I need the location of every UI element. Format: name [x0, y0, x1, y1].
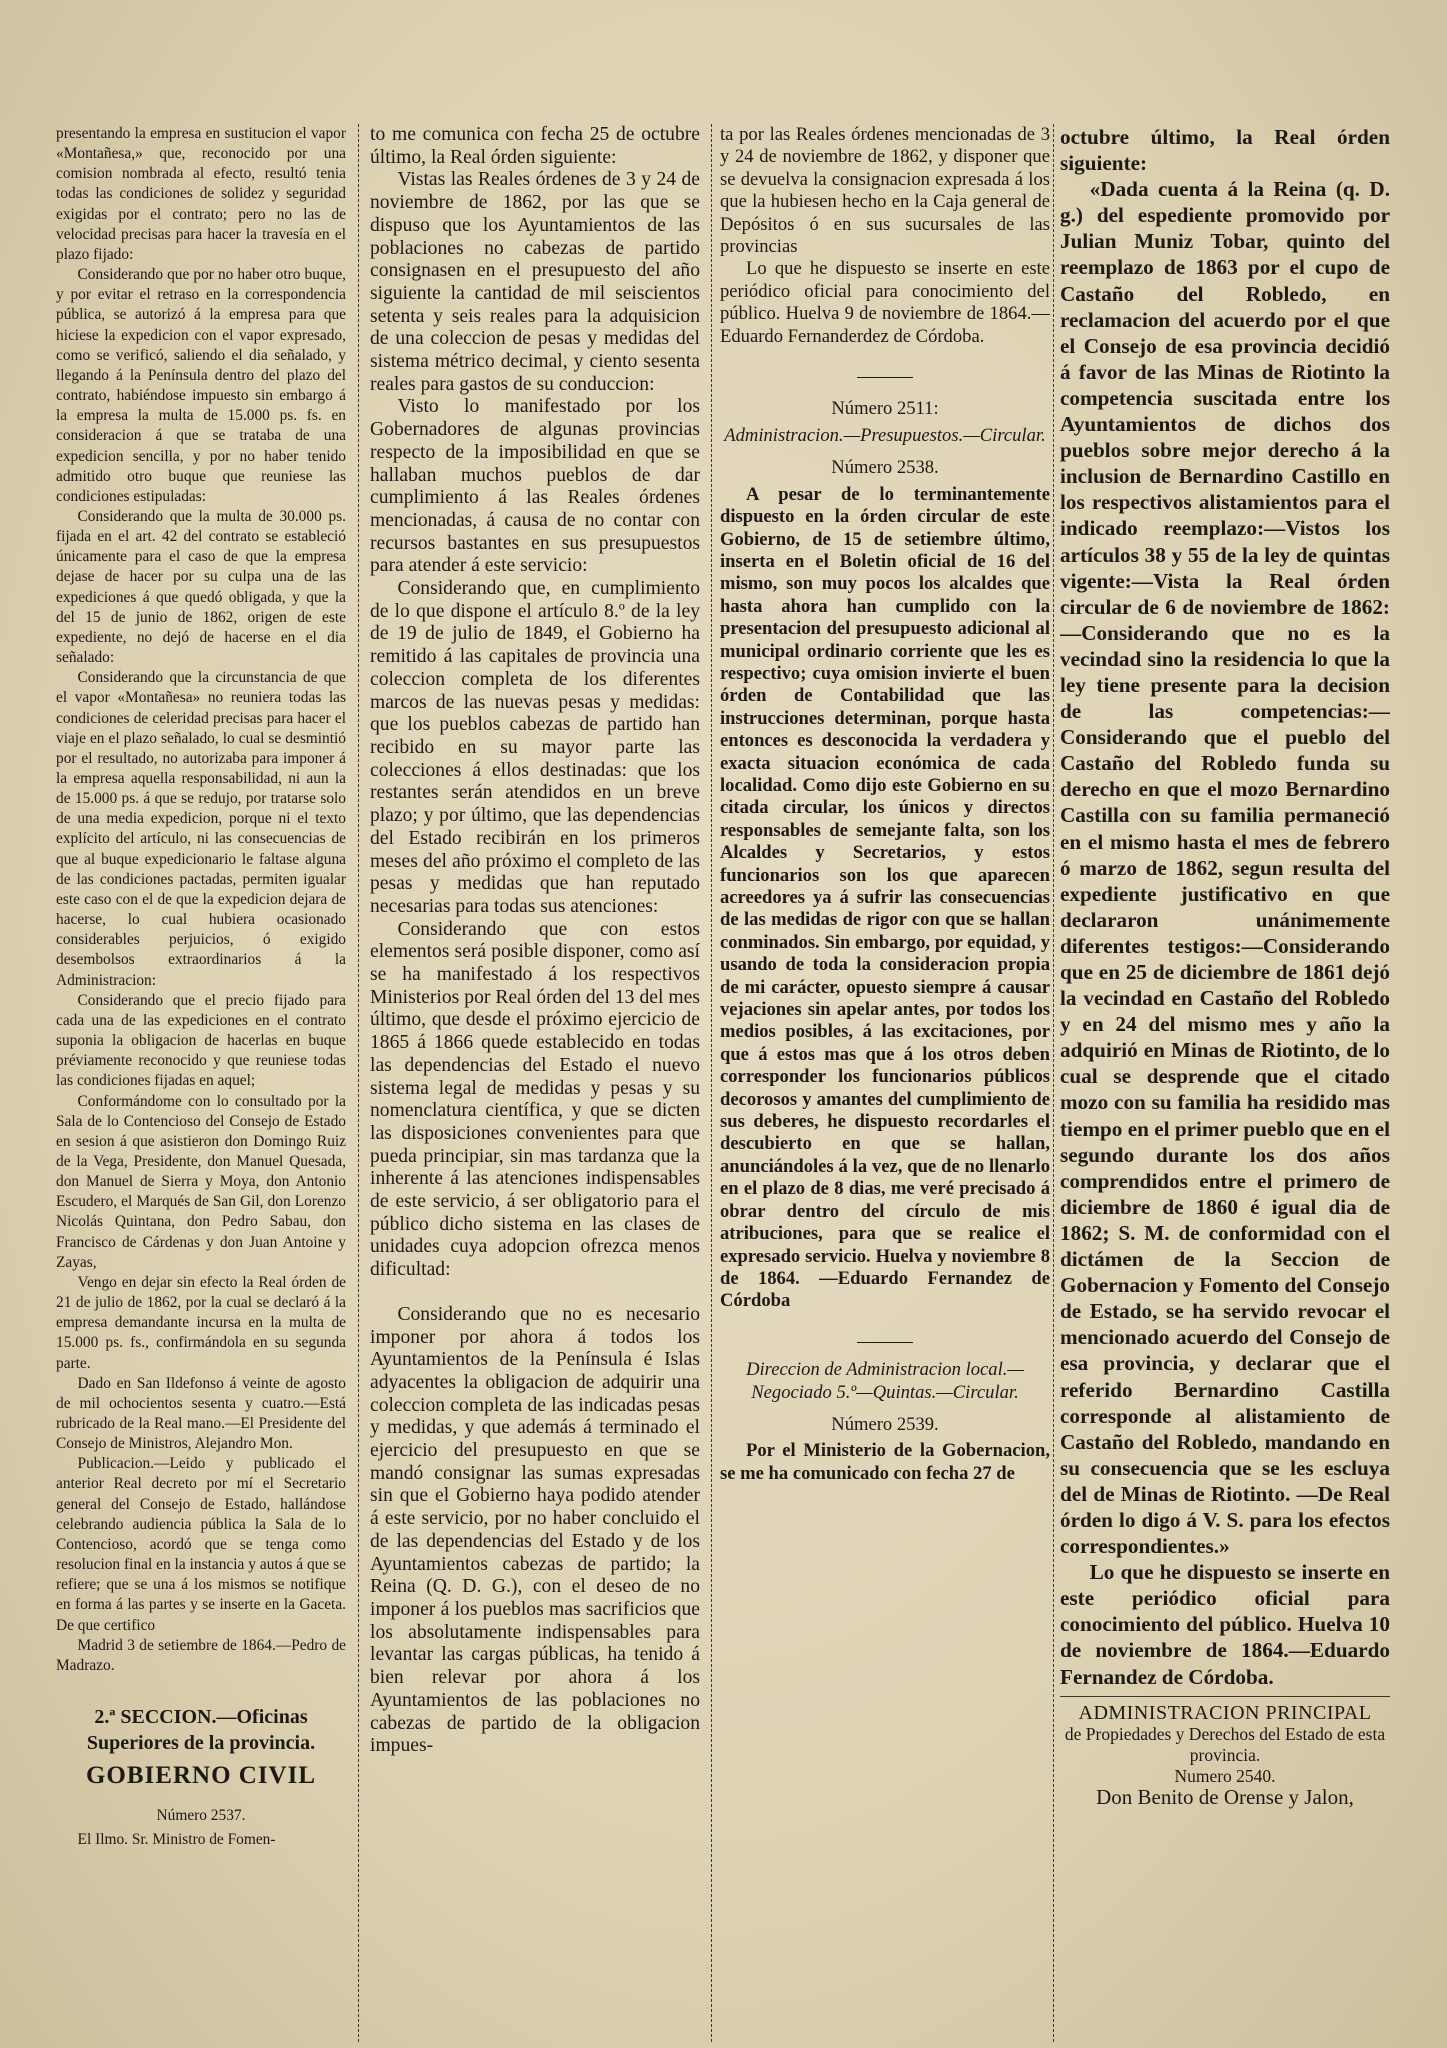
- paragraph: Visto lo manifestado por los Gobernadores de algunas provincias respecto de la imposibilidad en que se hallaban muchos pueblos de dar cumplimiento á las Reales órdenes mencionadas, á causa de no contar con recursos bastantes en sus presupuestos para atender á este servicio:: [370, 396, 700, 577]
- paragraph: to me comunica con fecha 25 de octubre último, la Real órden siguiente:: [370, 124, 700, 168]
- paragraph: Madrid 3 de setiembre de 1864.—Pedro de Madrazo.: [56, 1636, 346, 1674]
- paragraph: Considerando que no es necesario imponer por ahora á todos los Ayuntamientos de la Península é Islas adyacentes la obligacion de adquirir una coleccion completa de las indicadas pesas y medidas, y que además á terminado el ejercicio del presupuesto en que se mandó consignar las sumas expresadas sin que el Gobierno haya podido atender á este servicio, por no haber concluido el de las dependencias del Estado y de los Ayuntamientos cabezas de partido; la Reina (Q. D. G.), con el deseo de no imponer á los pueblos mas sacrificios que los absolutamente indispensables para levantar las cargas públicas, ha tenido á bien relevar por ahora á los Ayuntamientos de las poblaciones no cabezas de partido de la obligacion impues-: [370, 1303, 700, 1757]
- paragraph: Vengo en dejar sin efecto la Real órden de 21 de julio de 1862, por la cual se declaró á la empresa demandante incursa en la multa de 15.000 ps. fs., confirmándola en su segunda parte.: [56, 1273, 346, 1372]
- paragraph: Publicacion.—Leido y publicado el anterior Real decreto por mí el Secretario general del Consejo de Estado, hallándose celebrando audiencia pública la Sala de lo Contencioso, acordó que se tenga como resolucion final en la instancia y autos á que se refiere; que se una á los mismos se notifique en forma á las partes y se inserte en la Gaceta. De que certifico: [56, 1455, 346, 1634]
- paragraph: Lo que he dispuesto se inserte en este periódico oficial para conocimiento del público. Huelva 9 de noviembre de 1864.—Eduardo Fernanderdez de Córdoba.: [720, 258, 1050, 347]
- item-heading: Direccion de Administracion local.—Negociado 5.º—Quintas.—Circular.: [746, 1359, 1024, 1403]
- paragraph: Conformándome con lo consultado por la Sala de lo Contencioso del Consejo de Estado en sesion á que asistieron don Domingo Ruiz de la Vega, Presidente, don Manuel Quesada, don Manuel de Sierra y Moya, don Antonio Escudero, el Marqués de San Gil, don Lorenzo Nicolás Quintana, don Pedro Sabau, don Francisco de Cárdenas y don Juan Antoine y Zayas,: [56, 1092, 346, 1271]
- paragraph: Considerando que por no haber otro buque, y por evitar el retraso en la correspondencia pública, se autorizó á la empresa para que hiciese la expedicion con el vapor expresado, como se verificó, saliendo el dia señalado, y llegando á la Península dentro del plazo del contrato, habiéndose impuesto sin embargo á la empresa la multa de 15.000 ps. fs. en consideracion á que se trataba de una expedicion sencilla, y por no haber tenido admitido otro buque que reuniese las condiciones estipuladas:: [56, 266, 346, 505]
- paragraph: Dado en San Ildefonso á veinte de agosto de mil ochocientos sesenta y cuatro.—Está rubricado de la Real mano.—El Presidente del Consejo de Ministros, Alejandro Mon.: [56, 1374, 346, 1453]
- paragraph: A pesar de lo terminantemente dispuesto en la órden circular de este Gobierno, de 15 de setiembre último, inserta en el Boletin oficial de 16 del mismo, son muy pocos los alcaldes que hasta ahora han cumplido con la presentacion del presupuesto adicional al municipal ordinario corriente que les es respectivo; cuya omision invierte el buen órden de Contabilidad que las instrucciones determinan, porque hasta entonces es desconocida la verdadera y exacta situacion económica de cada localidad. Como dijo este Gobierno en su citada circular, los únicos y directos responsables de semejante falta, son los Alcaldes y Secretarios, y estos funcionarios son los que aparecen acreedores ya á sufrir las consecuencias de las medidas de rigor con que se hallan conminados. Sin embargo, por equidad, y usando de toda la consideracion propia de mi carácter, opuesto siempre á causar vejaciones sin apelar antes, por todos los medios posibles, á las excitaciones, por que á estos mas que á los otros deben corresponder los funcionarios públicos decorosos y amantes del cumplimiento de sus deberes, he dispuesto recordarles el descubierto en que se hallan, anunciándoles á la vez, que de no llenarlo en el plazo de 8 dias, me veré precisado á obrar dentro del círculo de mis atribuciones, para que se realice el expresado servicio. Huelva y noviembre 8 de 1864. —Eduardo Fernandez de Córdoba: [720, 483, 1050, 1312]
- paragraph: Considerando que la circunstancia de que el vapor «Montañesa» no reuniera todas las condiciones de celeridad precisas para hacer el viaje en el plazo señalado, lo cual se desmintió por el resultado, no autorizaba para imponer á la empresa aquella responsabilidad, ni aun la de 15.000 ps. á que se redujo, por tratarse solo de una media expedicion, porque ni el texto explícito del artículo, ni las consecuencias de que al buque expedicionario le faltase alguna de las condiciones pactadas, permiten igualar este caso con el de que la expedicion dejara de hacerse, lo cual hubiera ocasionado considerables perjuicios, ó exigido desembolsos extraordinarios á la Administracion:: [56, 669, 346, 989]
- administracion-title: ADMINISTRACION PRINCIPAL: [1078, 1701, 1372, 1724]
- paragraph: Lo que he dispuesto se inserte en este periódico oficial para conocimiento del público. Huelva 10 de noviembre de 1864.—Eduardo Fernandez de Córdoba.: [1060, 1560, 1390, 1689]
- column-2: [370, 124, 700, 2042]
- paragraph: ta por las Reales órdenes mencionadas de 3 y 24 de noviembre de 1862, y disponer que se devuelva la consignacion expresada á los que la hubiesen hecho en la Caja general de Depósitos ó en sus sucursales de las provincias: [720, 124, 1050, 258]
- item-number: Número 2511:: [831, 398, 939, 420]
- section-heading: 2.ª SECCION.—Oficinas Superiores de la provincia.: [86, 1706, 316, 1755]
- paragraph: «Dada cuenta á la Reina (q. D. g.) del espediente promovido por Julian Muniz Tobar, quinto del reemplazo de 1863 por el cupo de Castaño del Robledo, en reclamacion del acuerdo por el que el Consejo de esa provincia decidió á favor de las Minas de Riotinto la competencia suscitada entre los Ayuntamientos de dichos dos pueblos sobre mejor derecho á la inclusion de Bernardino Castillo en los respectivos alistamientos para el indicado reemplazo:—Vistos los artículos 38 y 55 de la ley de quintas vigente:—Vista la Real órden circular de 6 de noviembre de 1862:—Considerando que no es la vecindad sino la residencia lo que la ley tiene presente para la decision de las competencias:—Considerando que el pueblo del Castaño del Robledo funda su derecho en que el mozo Bernardino Castilla con su familia permaneció en el mismo hasta el mes de febrero ó marzo de 1862, segun resulta del expediente justificativo en que declararon unánimemente diferentes testigos:—Considerando que en 25 de diciembre de 1861 dejó la vecindad en Castaño del Robledo y en 24 del mismo mes y año la adquirió en Minas de Riotinto, de lo cual se desprende que el citado mozo con su familia ha residido mas tiempo en el primer pueblo que en el segundo durante los dos años comprendidos entre el primero de diciembre de 1860 é igual dia de 1862; S. M. de conformidad con el dictámen de la Seccion de Gobernacion y Fomento del Consejo de Estado, se ha servido revocar el mencionado acuerdo del Consejo de esa provincia, y declarar que el referido Bernardino Castilla corresponde al alistamiento de Castaño del Robledo, mandando en su consecuencia que se les escluya del de Minas de Riotinto. —De Real órden lo digo á V. S. para los efectos correspondientes.»: [1060, 177, 1390, 1559]
- paragraph: El Ilmo. Sr. Ministro de Fomen-: [77, 1831, 276, 1849]
- separator-dash: ———: [857, 1330, 913, 1352]
- paragraph: presentando la empresa en sustitucion el vapor «Montañesa,» que, reconocido por una comision nombrada al efecto, resultó tenia todas las condiciones de solidez y seguridad exigidas por el contrato; pero no las de velocidad precisas para hacer la travesía en el plazo fijado:: [56, 125, 346, 263]
- column-divider: [711, 124, 712, 2042]
- separator-dash: ———: [857, 366, 913, 388]
- paragraph: Don Benito de Orense y Jalon,: [1096, 1784, 1354, 1809]
- paragraph: octubre último, la Real órden siguiente:: [1060, 125, 1390, 176]
- administracion-heading: [1060, 1696, 1390, 1808]
- administracion-subtitle: de Propiedades y Derechos del Estado de esta provincia.: [1064, 1723, 1386, 1765]
- item-number: Número 2538.: [831, 457, 939, 479]
- paragraph: Considerando que la multa de 30.000 ps. fijada en el art. 42 del contrato se estableció únicamente para el caso de que la empresa dejase de hacer por su culpa una de las expediciones á que quedó obligada, y que la del 15 de junio de 1862, origen de este expediente, no dejó de hacerse en el dia señalado:: [56, 507, 346, 667]
- paragraph: Considerando que el precio fijado para cada una de las expediciones en el contrato suponia la obligacion de hacerlas en buque préviamente reconocido y que reuniese todas las condiciones fijadas en aquel;: [56, 991, 346, 1090]
- paragraph: Considerando que, en cumplimiento de lo que dispone el artículo 8.º de la ley de 19 de julio de 1849, el Gobierno ha remitido á las capitales de provincia una coleccion completa de los diferentes marcos de las nuevas pesas y medidas: que los pueblos cabezas de partido han recibido en su mayor parte las colecciones á ellos destinadas: que los restantes serán atendidos en un breve plazo; y por último, que las dependencias del Estado recibirán en los primeros meses del año próximo el completo de las pesas y medidas que han reputado necesarias para todas sus atenciones:: [370, 578, 700, 917]
- column-4: [1060, 124, 1390, 2042]
- item-heading: Administracion.—Presupuestos.—Circular.: [724, 424, 1046, 446]
- column-1: [56, 124, 346, 2042]
- column-3: [720, 124, 1050, 2042]
- item-number: Numero 2540.: [1174, 1765, 1276, 1786]
- item-number: Número 2537.: [156, 1807, 246, 1825]
- paragraph: Por el Ministerio de la Gobernacion, se me ha comunicado con fecha 27 de: [720, 1440, 1050, 1484]
- paragraph: Considerando que con estos elementos será posible disponer, como así se ha manifestado á los respectivos Ministerios por Real órden del 13 del mes último, que desde el próximo ejercicio de 1865 á 1866 quede establecido en todas las dependencias del Estado el nuevo sistema legal de medidas y pesas y su nomenclatura científica, y que se dicten las disposiciones convenientes para que pueda principiar, sin mas tardanza que la inherente á las atenciones indispensables de este servicio, á ser obligatorio para el público dicho sistema en las clases de unidades cuya adopcion ofrezca menos dificultad:: [370, 918, 700, 1281]
- paragraph: Vistas las Reales órdenes de 3 y 24 de noviembre de 1862, por las que se dispuso que los Ayuntamientos de las poblaciones no cabezas de partido consignasen en el presupuesto del año siguiente la cantidad de mil seiscientos setenta y seis reales para la adquisicion de una coleccion de pesas y medidas del sistema métrico decimal, y ciento sesenta reales para gastos de su conduccion:: [370, 169, 700, 395]
- item-number: Número 2539.: [831, 1413, 939, 1435]
- column-divider: [1053, 124, 1054, 2042]
- gobierno-civil-heading: GOBIERNO CIVIL: [85, 1762, 316, 1790]
- column-divider: [358, 124, 359, 2042]
